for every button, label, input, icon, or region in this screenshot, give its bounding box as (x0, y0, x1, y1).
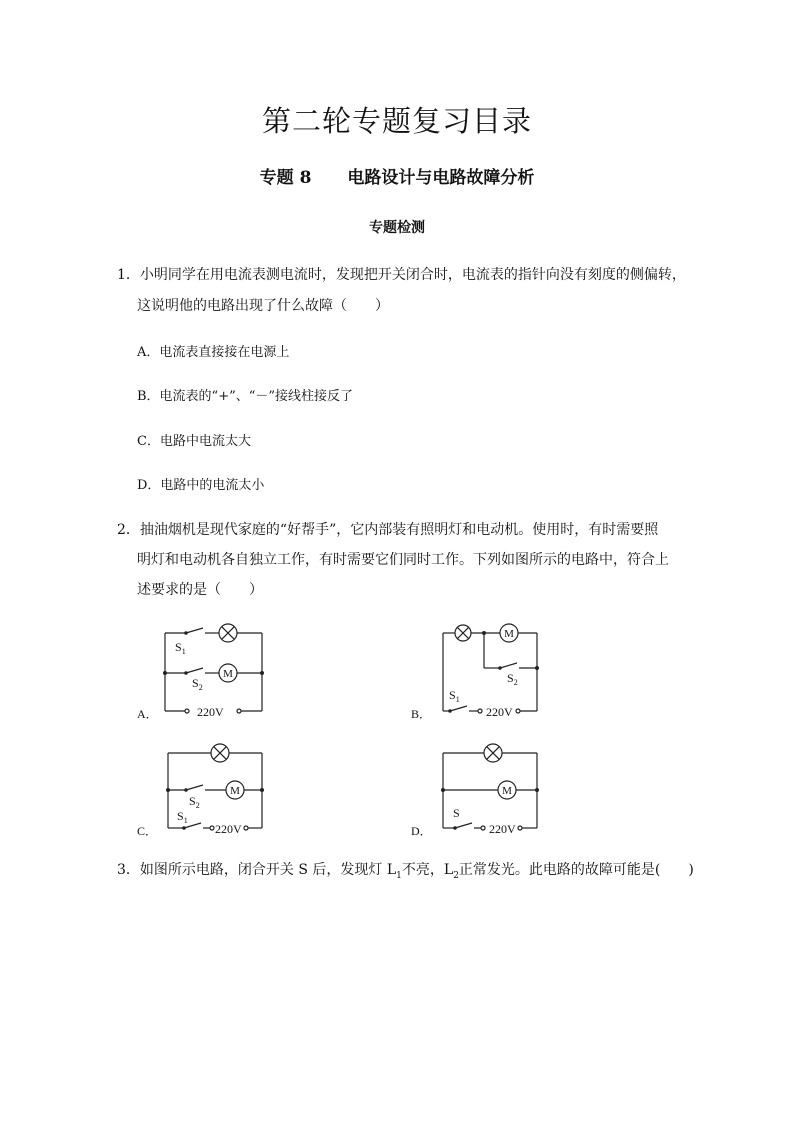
q1-option-d: D．电路中的电流太小 (137, 478, 265, 493)
voltage-label: 220V (486, 705, 513, 719)
terminal-icon (516, 709, 520, 713)
q2-line3: 述要求的是（ ） (137, 582, 263, 598)
q2-option-d-label: D． (411, 824, 432, 838)
switch-label: $S_1$ (177, 809, 188, 825)
q3-line1: 3．如图所示电路，闭合开关 S 后，发现灯 $L_1$不亮，$L_2$正常发光。此电路的故障可能是( ) (117, 862, 694, 881)
terminal-icon (518, 826, 522, 830)
switch-label: $S_2$ (507, 671, 518, 687)
terminal-icon (244, 826, 248, 830)
terminal-icon (478, 709, 482, 713)
motor-label: M (223, 668, 233, 680)
switch-label: $S_1$ (449, 688, 460, 704)
q2-option-a-label: A． (137, 707, 158, 721)
q1-option-a: A．电流表直接接在电源上 (137, 345, 290, 360)
voltage-label: 220V (197, 705, 224, 719)
topic-name: 电路设计与电路故障分析 (347, 168, 535, 188)
page-title: 第二轮专题复习目录 (261, 104, 532, 138)
topic-number: 专题 8 (259, 168, 312, 188)
q2-line2: 明灯和电动机各自独立工作，有时需要它们同时工作。下列如图所示的电路中，符合上 (137, 552, 669, 568)
voltage-label: 220V (489, 822, 516, 836)
switch-label: $S_2$ (189, 794, 200, 810)
terminal-icon (185, 709, 189, 713)
voltage-label: 220V (215, 822, 242, 836)
q2-option-b-label: B． (411, 707, 432, 721)
switch-label: $S_1$ (175, 640, 186, 656)
q2-option-c-label: C． (137, 824, 158, 838)
q1-option-b: B．电流表的“+”、“－”接线柱接反了 (137, 389, 354, 404)
motor-label: M (504, 628, 514, 640)
q2-line1: 2．抽油烟机是现代家庭的“好帮手”，它内部装有照明灯和电动机。使用时，有时需要照 (117, 522, 659, 538)
section-heading: 专题检测 (369, 220, 425, 236)
terminal-icon (237, 709, 241, 713)
terminal-icon (481, 826, 485, 830)
q1-option-c: C．电路中电流太大 (137, 434, 251, 449)
switch-label: $S_2$ (192, 676, 203, 692)
motor-label: M (502, 785, 512, 797)
q1-line1: 1．小明同学在用电流表测电流时，发现把开关闭合时，电流表的指针向没有刻度的侧偏转， (117, 267, 686, 283)
terminal-icon (210, 826, 214, 830)
q1-line2: 这说明他的电路出现了什么故障（ ） (137, 298, 389, 314)
switch-label: S (453, 806, 460, 820)
motor-label: M (230, 785, 240, 797)
